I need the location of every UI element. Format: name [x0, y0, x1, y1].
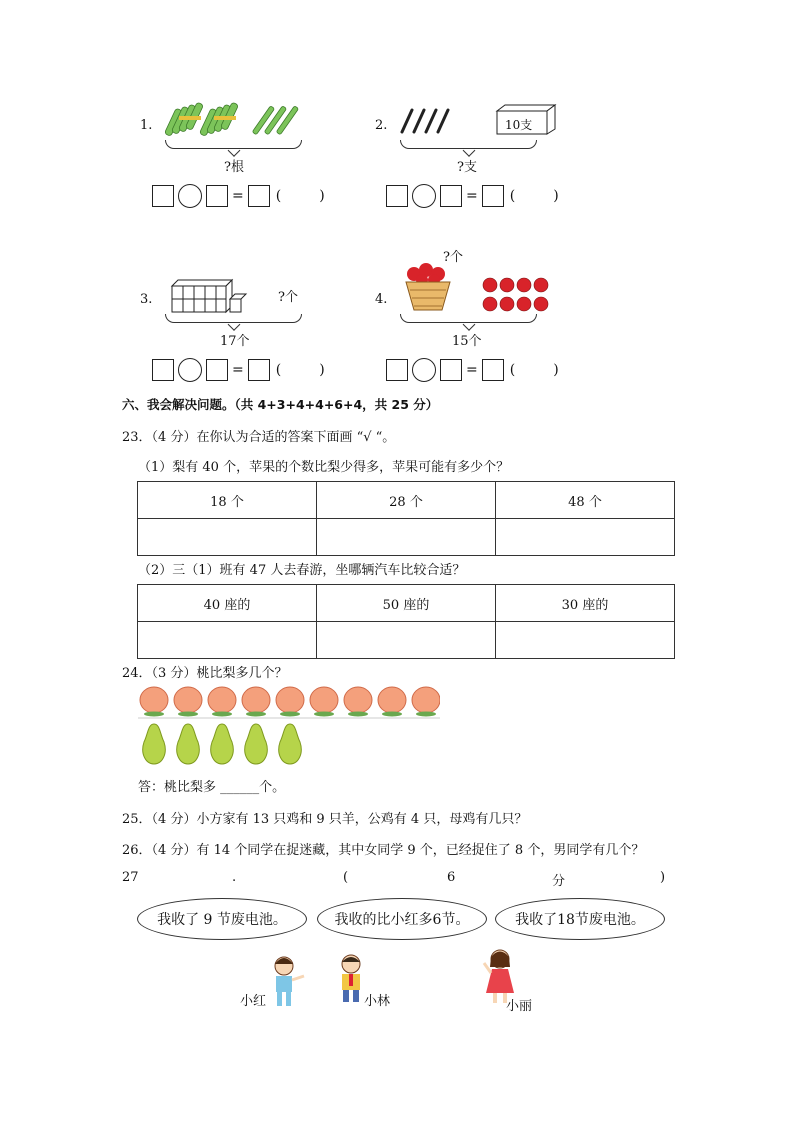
total-label: ?支 — [457, 160, 477, 175]
equals-sign: = — [466, 188, 478, 204]
apple-basket-image — [402, 262, 454, 314]
straw-bundles-image — [165, 100, 305, 140]
check-cell[interactable] — [317, 622, 496, 659]
equals-sign: = — [232, 188, 244, 204]
bubble-text: 我收了18节废电池。 — [515, 912, 645, 928]
operator-circle[interactable] — [178, 184, 202, 208]
problem-number: 3. — [140, 292, 153, 307]
answer-box[interactable] — [206, 359, 228, 381]
option-cell: 40 座的 — [138, 585, 317, 622]
answer-table-2 — [137, 584, 675, 659]
paren-close: ) — [319, 188, 325, 204]
kid-name-label: 小红 — [240, 994, 267, 1009]
paren-open: ( — [509, 188, 516, 204]
speech-bubble-xiaohong — [137, 898, 307, 940]
answer-box[interactable] — [440, 185, 462, 207]
question-24-answer: 答：桃比梨多 ______个。 — [138, 780, 286, 795]
boy-xiaolin-icon — [334, 952, 368, 1004]
problem-number: 2. — [375, 118, 388, 133]
brace — [165, 140, 302, 149]
pear-icon — [143, 724, 302, 764]
bubble-text: 我收的比小红多6节。 — [334, 912, 470, 928]
equation-row-1 — [152, 183, 325, 209]
equation-row-2 — [386, 183, 559, 209]
q27-paren-open: ( — [343, 870, 349, 885]
check-cell[interactable] — [138, 519, 317, 556]
paren-open: ( — [275, 188, 282, 204]
paren-close: ) — [553, 188, 559, 204]
question-26-stem: 26．（4 分）有 14 个同学在捉迷藏，其中女同学 9 个，已经捉住了 8 个，男同学有几个？ — [122, 843, 645, 858]
brace — [400, 314, 537, 323]
question-23-sub2: （2）三（1）班有 47 人去春游，坐哪辆汽车比较合适？ — [138, 563, 466, 578]
check-cell[interactable] — [496, 622, 675, 659]
answer-box[interactable] — [248, 359, 270, 381]
option-cell: 50 座的 — [317, 585, 496, 622]
check-cell[interactable] — [496, 519, 675, 556]
pens-image — [398, 106, 458, 136]
total-label: 17个 — [220, 334, 250, 349]
total-label: 15个 — [452, 334, 482, 349]
answer-table-1 — [137, 481, 675, 556]
answer-box[interactable] — [206, 185, 228, 207]
operator-circle[interactable] — [412, 358, 436, 382]
kid-name-label: 小丽 — [506, 999, 533, 1014]
girl-xiaohong-icon — [266, 952, 306, 1010]
paren-close: ) — [553, 362, 559, 378]
peaches-pears-image — [138, 684, 440, 768]
problem-number: 4. — [375, 292, 388, 307]
brace — [165, 314, 302, 323]
speech-bubble-xiaoli — [495, 898, 665, 940]
check-cell[interactable] — [317, 519, 496, 556]
unknown-label: ?个 — [278, 290, 298, 305]
equation-row-4 — [386, 357, 559, 383]
operator-circle[interactable] — [412, 184, 436, 208]
equals-sign: = — [232, 362, 244, 378]
question-23-stem: 23．（4 分）在你认为合适的答案下面画 “√ “。 — [122, 430, 396, 445]
paren-open: ( — [275, 362, 282, 378]
paren-close: ) — [319, 362, 325, 378]
unknown-label: ?个 — [443, 250, 463, 265]
problem-number: 1. — [140, 118, 153, 133]
speech-bubble-xiaolin — [317, 898, 487, 940]
total-label: ?根 — [224, 160, 244, 175]
check-cell[interactable] — [138, 622, 317, 659]
answer-box[interactable] — [386, 359, 408, 381]
box-label: 10支 — [505, 118, 533, 132]
bubble-text: 我收了 9 节废电池。 — [157, 912, 287, 928]
operator-circle[interactable] — [178, 358, 202, 382]
question-24-stem: 24．（3 分）桃比梨多几个？ — [122, 666, 288, 681]
option-cell: 18 个 — [138, 482, 317, 519]
apples-image — [482, 276, 552, 314]
q27-number: 27 — [122, 870, 139, 885]
q27-paren-close: ) — [660, 870, 666, 885]
answer-box[interactable] — [440, 359, 462, 381]
option-cell: 30 座的 — [496, 585, 675, 622]
answer-box[interactable] — [152, 185, 174, 207]
brace — [400, 140, 537, 149]
paren-open: ( — [509, 362, 516, 378]
option-cell: 48 个 — [496, 482, 675, 519]
option-cell: 28 个 — [317, 482, 496, 519]
equals-sign: = — [466, 362, 478, 378]
section-title: 六、我会解决问题。（共 4+3+4+4+6+4，共 25 分） — [122, 397, 439, 412]
answer-box[interactable] — [386, 185, 408, 207]
q27-dot: . — [232, 870, 237, 885]
answer-box[interactable] — [248, 185, 270, 207]
peach-icon — [140, 687, 440, 713]
answer-box[interactable] — [152, 359, 174, 381]
cubes-image — [168, 278, 248, 314]
q27-score: 6 — [447, 870, 456, 885]
question-25-stem: 25．（4 分）小方家有 13 只鸡和 9 只羊，公鸡有 4 只，母鸡有几只？ — [122, 812, 528, 827]
answer-box[interactable] — [482, 185, 504, 207]
question-23-sub1: （1）梨有 40 个，苹果的个数比梨少得多，苹果可能有多少个？ — [138, 460, 510, 475]
equation-row-3 — [152, 357, 325, 383]
answer-box[interactable] — [482, 359, 504, 381]
q27-unit: 分 — [552, 874, 566, 889]
kid-name-label: 小林 — [364, 994, 391, 1009]
